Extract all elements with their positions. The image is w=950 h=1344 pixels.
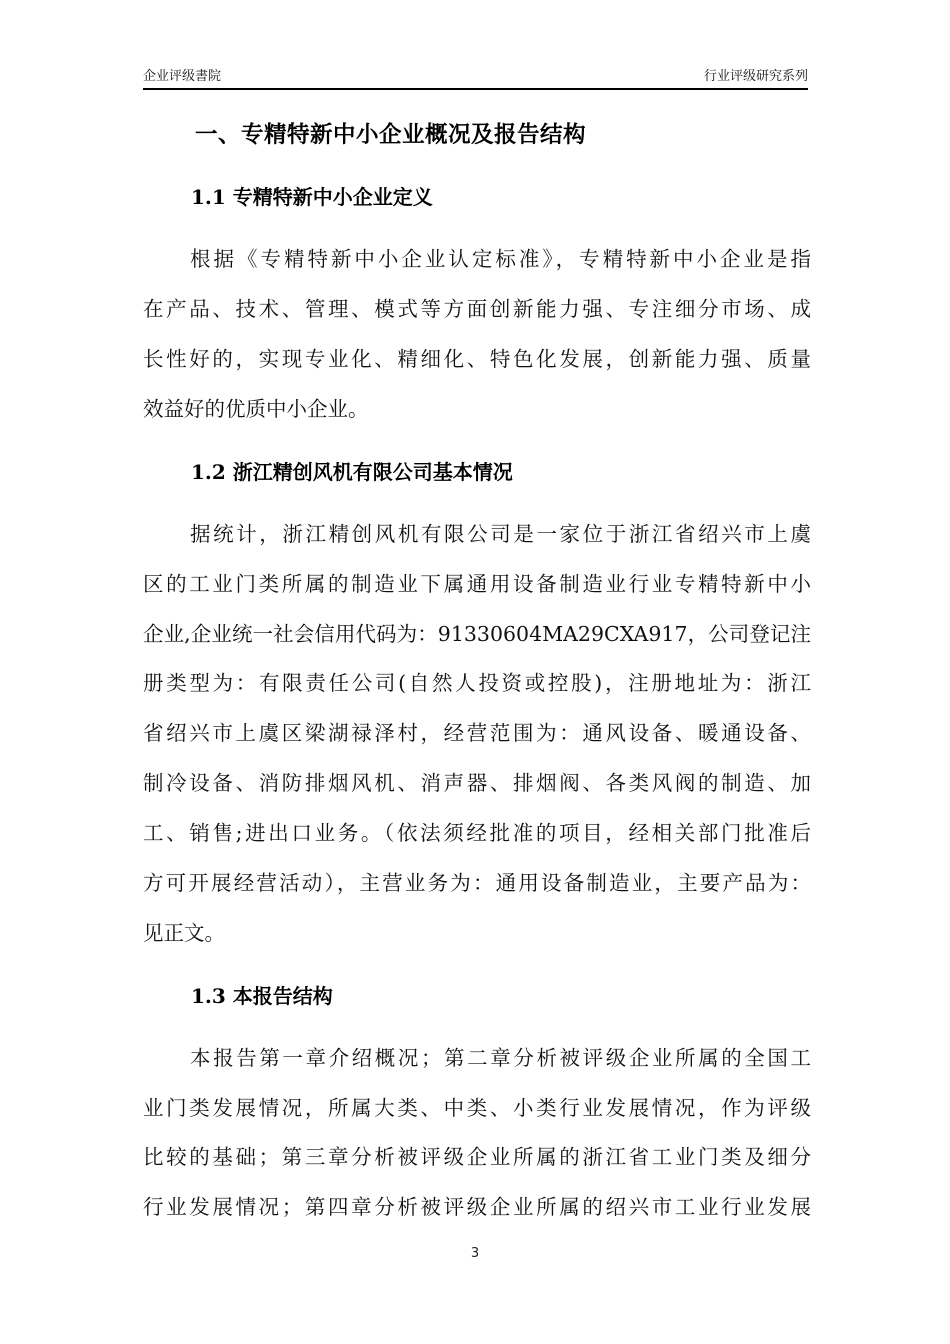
paragraph-line: 根据《专精特新中小企业认定标准》，专精特新中小企业是指 <box>190 247 811 271</box>
paragraph-line: 比较的基础；第三章分析被评级企业所属的浙江省工业门类及细分 <box>143 1145 811 1169</box>
paragraph-line: 本报告第一章介绍概况；第二章分析被评级企业所属的全国工 <box>190 1046 811 1070</box>
section-heading-1-3: 1.3 本报告结构 <box>191 984 333 1008</box>
paragraph-line: 长性好的，实现专业化、精细化、特色化发展，创新能力强、质量 <box>143 347 811 371</box>
paragraph-line: 企业,企业统一社会信用代码为：91330604MA29CXA917，公司登记注 <box>143 622 811 646</box>
paragraph-line: 册类型为：有限责任公司(自然人投资或控股)，注册地址为：浙江 <box>143 671 811 695</box>
section-heading-1-1: 1.1 专精特新中小企业定义 <box>191 185 433 209</box>
paragraph-line: 工、销售;进出口业务。（依法须经批准的项目，经相关部门批准后 <box>143 821 811 845</box>
header-right-title: 行业评级研究系列 <box>703 69 808 84</box>
paragraph-line: 在产品、技术、管理、模式等方面创新能力强、专注细分市场、成 <box>143 297 811 321</box>
paragraph-line: 区的工业门类所属的制造业下属通用设备制造业行业专精特新中小 <box>143 572 811 596</box>
section-heading-1-2: 1.2 浙江精创风机有限公司基本情况 <box>191 460 513 484</box>
paragraph-line: 行业发展情况；第四章分析被评级企业所属的绍兴市工业行业发展 <box>143 1195 811 1219</box>
paragraph-line: 省绍兴市上虞区梁湖禄泽村，经营范围为：通风设备、暖通设备、 <box>143 721 811 745</box>
header-left-title: 企业评级書院 <box>143 69 222 84</box>
paragraph-line: 效益好的优质中小企业。 <box>143 397 369 421</box>
paragraph-line: 制冷设备、消防排烟风机、消声器、排烟阀、各类风阀的制造、加 <box>143 771 811 795</box>
page-number: 3 <box>470 1246 480 1261</box>
paragraph-line: 据统计，浙江精创风机有限公司是一家位于浙江省绍兴市上虞 <box>190 522 811 546</box>
paragraph-line: 方可开展经营活动），主营业务为：通用设备制造业，主要产品为： <box>143 871 811 895</box>
paragraph-line: 业门类发展情况，所属大类、中类、小类行业发展情况，作为评级 <box>143 1096 811 1120</box>
paragraph-line: 见正文。 <box>143 921 225 945</box>
chapter-title: 一、专精特新中小企业概况及报告结构 <box>195 122 587 148</box>
page-header <box>143 66 808 90</box>
